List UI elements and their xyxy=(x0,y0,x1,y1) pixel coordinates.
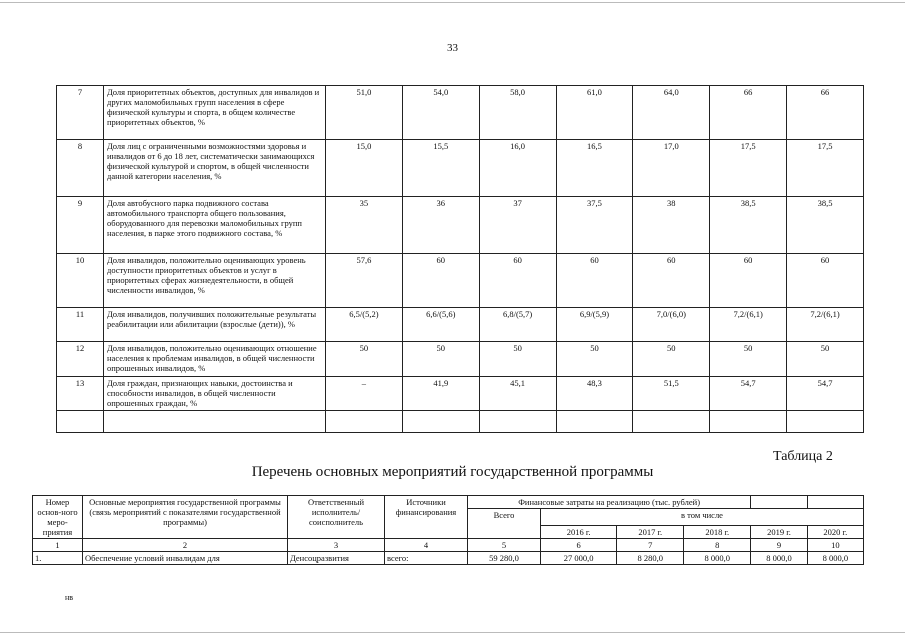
index-cell: 2 xyxy=(83,539,288,552)
index-cell: 3 xyxy=(288,539,385,552)
measure-2018: 8 000,0 xyxy=(684,552,751,565)
indicator-value: 60 xyxy=(479,254,556,308)
indicator-value: 50 xyxy=(556,342,633,377)
indicator-value: – xyxy=(326,377,403,411)
indicator-value: 61,0 xyxy=(556,86,633,140)
header-year-2019: 2019 г. xyxy=(751,526,807,539)
indicator-value: 45,1 xyxy=(479,377,556,411)
indicator-row xyxy=(57,342,864,377)
indicator-value: 58,0 xyxy=(479,86,556,140)
table-title: Перечень основных мероприятий государственной программы xyxy=(251,464,654,480)
measure-2017: 8 280,0 xyxy=(617,552,684,565)
indicator-value: 60 xyxy=(633,254,710,308)
indicator-row xyxy=(57,86,864,140)
empty-cell xyxy=(104,411,326,433)
index-cell: 6 xyxy=(541,539,617,552)
indicator-value: 50 xyxy=(633,342,710,377)
empty-cell xyxy=(57,411,104,433)
indicator-value: 50 xyxy=(326,342,403,377)
indicator-value: 7,2/(6,1) xyxy=(710,308,787,342)
header-costs: Финансовые затраты на реализацию (тыс. рублей) xyxy=(468,496,751,509)
measures-table xyxy=(32,495,864,565)
indicator-value: 60 xyxy=(787,254,864,308)
indicator-description: Доля инвалидов, положительно оценивающих отношение населения к проблемам инвалидов, в общей численности опрошенных инвалидов, % xyxy=(104,342,326,377)
header-measures: Основные мероприятия государственной программы (связь мероприятий с показателями государственной программы) xyxy=(83,496,288,539)
index-cell: 7 xyxy=(617,539,684,552)
indicator-value: 54,0 xyxy=(402,86,479,140)
header-total: Всего xyxy=(468,509,541,539)
indicator-value: 37 xyxy=(479,197,556,254)
index-cell: 4 xyxy=(385,539,468,552)
index-cell: 1 xyxy=(33,539,83,552)
scan-edge-bottom xyxy=(0,632,905,633)
table-label: Таблица 2 xyxy=(773,449,833,464)
empty-cell xyxy=(710,411,787,433)
indicator-description: Доля автобусного парка подвижного состава автомобильного транспорта общего пользования, оборудованного для перевозки маломобильных групп населения, в парке этого подвижного состава, % xyxy=(104,197,326,254)
indicator-number: 7 xyxy=(57,86,104,140)
index-cell: 10 xyxy=(807,539,863,552)
measure-2016: 27 000,0 xyxy=(541,552,617,565)
header-row-1 xyxy=(33,496,864,509)
indicator-value: 60 xyxy=(710,254,787,308)
header-number: Номер основ-ного меро-приятия xyxy=(33,496,83,539)
measure-executor: Денсоцразвития xyxy=(288,552,385,565)
empty-row xyxy=(57,411,864,433)
measure-2020: 8 000,0 xyxy=(807,552,863,565)
indicator-value: 57,6 xyxy=(326,254,403,308)
footer-mark: нв xyxy=(65,593,74,602)
index-cell: 8 xyxy=(684,539,751,552)
scan-edge-top xyxy=(0,2,905,3)
indicator-number: 11 xyxy=(57,308,104,342)
indicator-value: 54,7 xyxy=(710,377,787,411)
header-year-2016: 2016 г. xyxy=(541,526,617,539)
indicator-value: 7,2/(6,1) xyxy=(787,308,864,342)
empty-cell xyxy=(326,411,403,433)
empty-cell xyxy=(633,411,710,433)
indicator-value: 51,0 xyxy=(326,86,403,140)
indicator-description: Доля граждан, признающих навыки, достоинства и способности инвалидов, в общей численности опрошенных граждан, % xyxy=(104,377,326,411)
indicator-value: 48,3 xyxy=(556,377,633,411)
header-executor: Ответственный исполнитель/соисполнитель xyxy=(288,496,385,539)
indicator-value: 50 xyxy=(402,342,479,377)
indicator-value: 16,5 xyxy=(556,140,633,197)
indicator-description: Доля инвалидов, положительно оценивающих уровень доступности приоритетных объектов и услуг в приоритетных сферах жизнедеятельности, в общей численности инвалидов, % xyxy=(104,254,326,308)
indicator-row xyxy=(57,140,864,197)
indicator-row xyxy=(57,197,864,254)
index-cell: 5 xyxy=(468,539,541,552)
empty-cell xyxy=(402,411,479,433)
indicators-table xyxy=(56,85,864,433)
header-costs-blank-1 xyxy=(751,496,807,509)
header-year-2017: 2017 г. xyxy=(617,526,684,539)
indicator-value: 17,5 xyxy=(710,140,787,197)
indicator-value: 6,8/(5,7) xyxy=(479,308,556,342)
indicator-value: 6,9/(5,9) xyxy=(556,308,633,342)
indicator-value: 17,5 xyxy=(787,140,864,197)
indicator-value: 15,0 xyxy=(326,140,403,197)
indicator-value: 41,9 xyxy=(402,377,479,411)
indicator-value: 38,5 xyxy=(787,197,864,254)
indicator-row xyxy=(57,377,864,411)
indicator-value: 50 xyxy=(479,342,556,377)
indicator-value: 15,5 xyxy=(402,140,479,197)
measure-total: 59 280,0 xyxy=(468,552,541,565)
measure-source: всего: xyxy=(385,552,468,565)
indicator-description: Доля приоритетных объектов, доступных для инвалидов и других маломобильных групп населения в сфере физической культуры и спорта, в общем количестве приоритетных объектов, % xyxy=(104,86,326,140)
indicator-value: 54,7 xyxy=(787,377,864,411)
header-sources: Источники финансирования xyxy=(385,496,468,539)
indicator-value: 66 xyxy=(710,86,787,140)
header-year-2020: 2020 г. xyxy=(807,526,863,539)
indicator-value: 16,0 xyxy=(479,140,556,197)
measure-row xyxy=(33,552,864,565)
indicator-value: 37,5 xyxy=(556,197,633,254)
indicator-value: 50 xyxy=(710,342,787,377)
indicator-value: 6,5/(5,2) xyxy=(326,308,403,342)
indicator-row xyxy=(57,308,864,342)
measure-name: Обеспечение условий инвалидам для xyxy=(83,552,288,565)
indicator-value: 38,5 xyxy=(710,197,787,254)
indicator-value: 51,5 xyxy=(633,377,710,411)
indicator-value: 60 xyxy=(402,254,479,308)
indicator-row xyxy=(57,254,864,308)
indicator-number: 9 xyxy=(57,197,104,254)
header-year-2018: 2018 г. xyxy=(684,526,751,539)
empty-cell xyxy=(556,411,633,433)
indicator-description: Доля лиц с ограниченными возможностями здоровья и инвалидов от 6 до 18 лет, систематически занимающихся физической культурой и спортом, в общей численности данной категории населения, % xyxy=(104,140,326,197)
page-number: 33 xyxy=(447,42,458,54)
indicator-value: 7,0/(6,0) xyxy=(633,308,710,342)
indicator-value: 66 xyxy=(787,86,864,140)
indicator-description: Доля инвалидов, получивших положительные результаты реабилитации или абилитации (взрослые (дети)), % xyxy=(104,308,326,342)
indicator-number: 13 xyxy=(57,377,104,411)
empty-cell xyxy=(479,411,556,433)
indicator-number: 10 xyxy=(57,254,104,308)
header-including: в том числе xyxy=(541,509,864,526)
indicator-number: 12 xyxy=(57,342,104,377)
empty-cell xyxy=(787,411,864,433)
indicator-number: 8 xyxy=(57,140,104,197)
index-cell: 9 xyxy=(751,539,807,552)
indicator-value: 35 xyxy=(326,197,403,254)
indicator-value: 64,0 xyxy=(633,86,710,140)
indicator-value: 38 xyxy=(633,197,710,254)
indicator-value: 60 xyxy=(556,254,633,308)
indicator-value: 36 xyxy=(402,197,479,254)
indicator-value: 17,0 xyxy=(633,140,710,197)
indicator-value: 50 xyxy=(787,342,864,377)
indicator-value: 6,6/(5,6) xyxy=(402,308,479,342)
index-row xyxy=(33,539,864,552)
measure-number: 1. xyxy=(33,552,83,565)
header-costs-blank-2 xyxy=(807,496,863,509)
measure-2019: 8 000,0 xyxy=(751,552,807,565)
